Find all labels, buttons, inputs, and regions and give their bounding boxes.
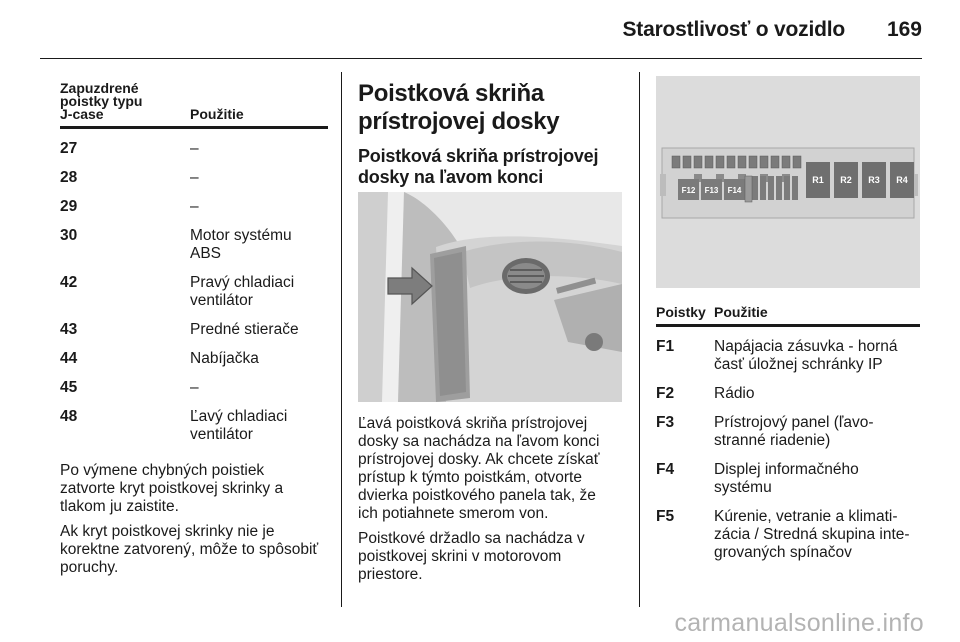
header-rule bbox=[40, 58, 922, 59]
fuse-usage: – bbox=[190, 169, 199, 186]
fuse-number: 42 bbox=[60, 274, 78, 291]
paragraph-cover-warning: Ak kryt poistkovej skrinky nie je korektne zatvorený, môže to spôsobiť poruchy. bbox=[60, 523, 319, 576]
table-row bbox=[656, 338, 920, 374]
fuse-label-f13: F13 bbox=[704, 186, 719, 195]
fuse-number: 45 bbox=[60, 379, 78, 396]
table-row bbox=[60, 140, 328, 158]
fuse-column-header: Zapuzdrené poistky typu J-case bbox=[60, 80, 143, 122]
fuse-usage: Displej informačného systému bbox=[714, 461, 859, 496]
fuse-usage: – bbox=[190, 198, 199, 215]
fuse-usage: – bbox=[190, 379, 199, 396]
fuse-number: 28 bbox=[60, 169, 78, 186]
table-row bbox=[60, 227, 328, 263]
dashboard-illustration bbox=[358, 192, 622, 402]
left-column bbox=[60, 82, 328, 577]
paragraph-close-cover: Po výmene chybných poistiek zatvorte kryt poistkovej skrinky a tlakom ju zaistite. bbox=[60, 462, 284, 515]
column-divider-2 bbox=[639, 72, 640, 607]
fuse-box-diagram bbox=[656, 76, 920, 288]
usage-column-header: Použitie bbox=[714, 304, 768, 320]
fuse-number: 29 bbox=[60, 198, 78, 215]
jcase-fuse-table bbox=[60, 82, 328, 444]
table-header bbox=[656, 306, 920, 327]
usage-column-header: Použitie bbox=[190, 106, 244, 122]
relay-label-r4: R4 bbox=[896, 175, 908, 185]
table-row bbox=[60, 274, 328, 310]
table-row bbox=[60, 169, 328, 187]
table-row bbox=[60, 321, 328, 339]
table-row bbox=[656, 414, 920, 450]
paragraph-fuse-location: Ľavá poistková skriňa prístrojovej dosky sa nachádza na ľavom konci prístrojovej dosky. Ak chcete získať prístup k týmto poistkám, otvorte dvierka poistkového panela tak, že ich potiahnete smerom von. bbox=[358, 415, 600, 522]
table-row bbox=[60, 350, 328, 368]
fuse-number: 30 bbox=[60, 227, 78, 244]
fuse-number: F2 bbox=[656, 385, 675, 402]
fuse-usage: Motor systému ABS bbox=[190, 227, 292, 262]
middle-column bbox=[358, 80, 626, 188]
relay-label-r2: R2 bbox=[840, 175, 852, 185]
section-heading: Poistková skriňa prístrojovej dosky bbox=[358, 80, 560, 135]
column-divider-1 bbox=[341, 72, 342, 607]
page-number: 169 bbox=[886, 18, 922, 41]
fuse-usage: Pravý chladiaci ventilátor bbox=[190, 274, 295, 309]
table-row bbox=[656, 385, 920, 403]
table-row bbox=[60, 379, 328, 397]
relay-label-r3: R3 bbox=[868, 175, 880, 185]
fuse-usage: Ľavý chladiaci ventilátor bbox=[190, 408, 288, 443]
fuse-usage: Prístrojový panel (ľavo- stranné riadenie) bbox=[714, 414, 874, 449]
table-header bbox=[60, 82, 328, 129]
table-row bbox=[656, 508, 920, 562]
page-header-title: Starostlivosť o vozidlo bbox=[622, 18, 845, 41]
fuse-number: F4 bbox=[656, 461, 675, 478]
fuse-label-f14: F14 bbox=[727, 186, 742, 195]
fuse-usage: Kúrenie, vetranie a klimati- zácia / Stredná skupina inte- grovaných spínačov bbox=[714, 508, 910, 561]
fuse-number: F5 bbox=[656, 508, 675, 525]
table-row bbox=[60, 198, 328, 216]
fuse-usage: Napájacia zásuvka - horná časť úložnej schránky IP bbox=[714, 338, 898, 373]
fuse-usage: – bbox=[190, 140, 199, 157]
dashboard-fuse-panel-photo bbox=[358, 192, 622, 402]
fuse-usage: Nabíjačka bbox=[190, 350, 259, 367]
fuse-number: F1 bbox=[656, 338, 675, 355]
fuse-number: F3 bbox=[656, 414, 675, 431]
instrument-panel-fuse-table bbox=[656, 306, 920, 562]
fuse-number: 48 bbox=[60, 408, 78, 425]
fuse-usage: Predné stierače bbox=[190, 321, 299, 338]
fuse-box-illustration bbox=[656, 76, 920, 288]
watermark: carmanualsonline.info bbox=[674, 609, 924, 637]
fuse-number: 44 bbox=[60, 350, 78, 367]
paragraph-fuse-holder: Poistkové držadlo sa nachádza v poistkovej skrini v motorovom priestore. bbox=[358, 530, 585, 583]
fuse-column-header: Poistky bbox=[656, 304, 706, 320]
fuse-number: 43 bbox=[60, 321, 78, 338]
subsection-heading: Poistková skriňa prístrojovej dosky na ľavom konci bbox=[358, 146, 599, 187]
table-row bbox=[60, 408, 328, 444]
fuse-number: 27 bbox=[60, 140, 78, 157]
relay-label-r1: R1 bbox=[812, 175, 824, 185]
fuse-label-f12: F12 bbox=[681, 186, 696, 195]
table-row bbox=[656, 461, 920, 497]
fuse-usage: Rádio bbox=[714, 385, 755, 402]
